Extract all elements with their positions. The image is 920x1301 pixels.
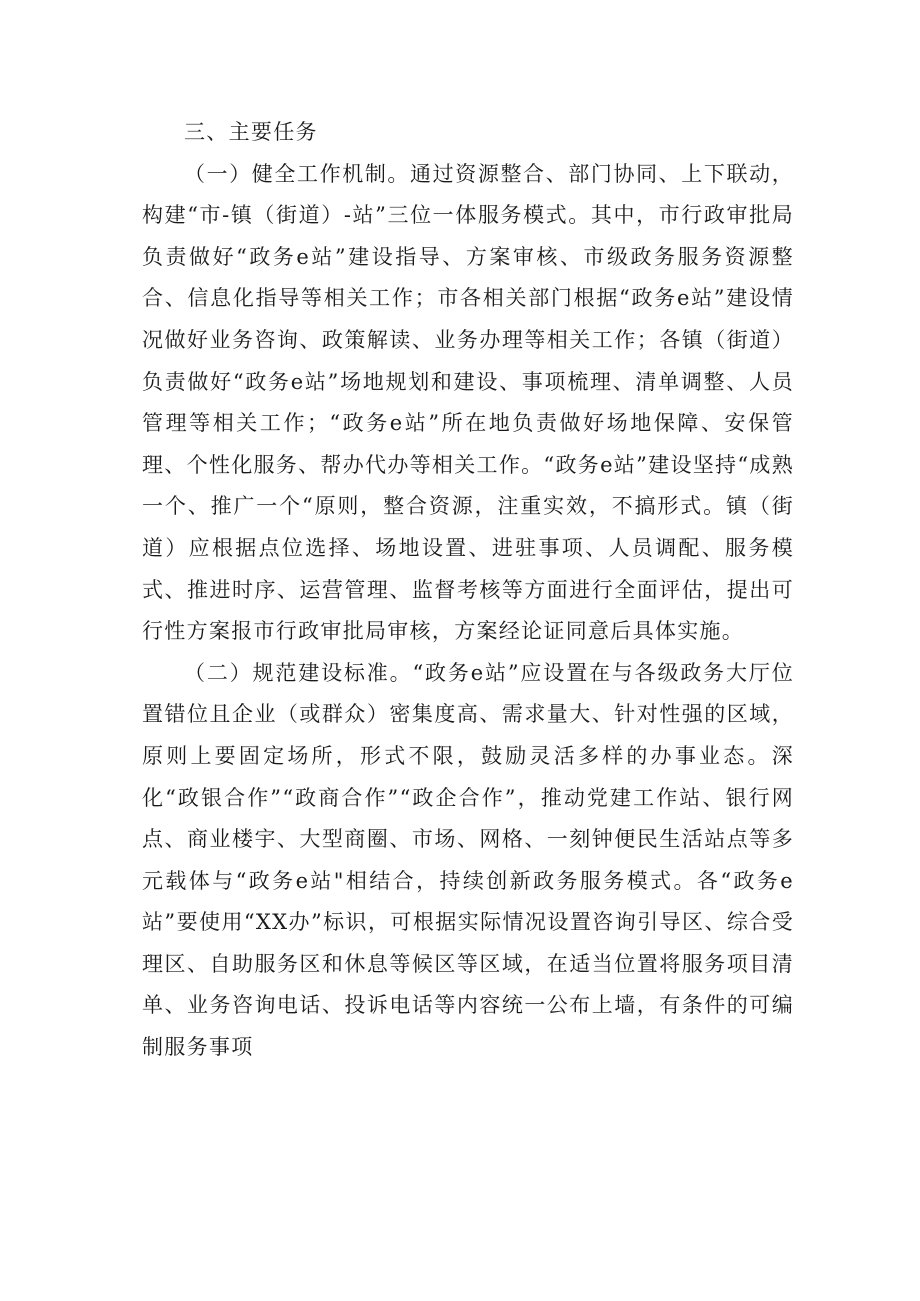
section-heading: 三、主要任务: [184, 120, 318, 144]
paragraph-construction-standards: （二）规范建设标准。“政务e站”应设置在与各级政务大厅位置错位且企业（或群众）密集度高、需求量大、针对性强的区域，原则上要固定场所，形式不限，鼓励灵活多样的办事业态。深化“政银合作”“政商合作”“政企合作”，推动党建工作站、银行网点、商业楼宇、大型商圈、市场、网格、一刻钟便民生活站点等多元载体与“政务e站"相结合，持续创新政务服务模式。各“政务e站”要使用“XX办”标识，可根据实际情况设置咨询引导区、综合受理区、自助服务区和休息等候区等区域，在适当位置将服务项目清单、业务咨询电话、投诉电话等内容统一公布上墙，有条件的可编制服务事项: [142, 660, 794, 1060]
document-body: [142, 112, 794, 1069]
paragraph-work-mechanism: （一）健全工作机制。通过资源整合、部门协同、上下联动，构建“市-镇（街道）-站”三位一体服务模式。其中，市行政审批局负责做好“政务e站”建设指导、方案审核、市级政务服务资源整合、信息化指导等相关工作；市各相关部门根据“政务e站”建设情况做好业务咨询、政策解读、业务办理等相关工作；各镇（街道）负责做好“政务e站”场地规划和建设、事项梳理、清单调整、人员管理等相关工作；“政务e站”所在地负责做好场地保障、安保管理、个性化服务、帮办代办等相关工作。“政务e站”建设坚持“成熟一个、推广一个“原则，整合资源，注重实效，不搞形式。镇（街道）应根据点位选择、场地设置、进驻事项、人员调配、服务模式、推进时序、运营管理、监督考核等方面进行全面评估，提出可行性方案报市行政审批局审核，方案经论证同意后具体实施。: [142, 161, 794, 644]
